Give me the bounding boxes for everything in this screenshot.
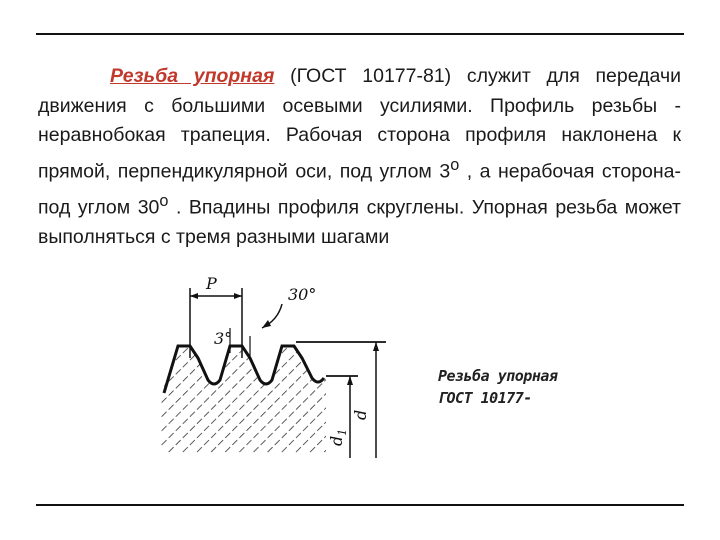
paragraph-part3: . Впадины профиля скруглены. Упорная резьба может выполняться с тремя разными шагами [38, 196, 681, 248]
paragraph-part2: , а нерабочая сторона- под углом 30 [38, 160, 681, 218]
term-heading: Резьба упорная [110, 65, 275, 87]
degree-superscript-2: о [159, 191, 169, 210]
d1-label [327, 429, 349, 446]
angle-3-label: 3° [214, 329, 233, 348]
caption-line-1: Резьба упорная [438, 367, 558, 385]
caption-line-2: ГОСТ 10177- [438, 389, 532, 407]
paragraph-part1: (ГОСТ 10177-81) служит для передачи движения с большими осевыми усилиями. Профиль резьбы - неравнобокая трапеция. Рабочая сторона профиля наклонена к прямой, перпендикулярной оси, под углом 3 [38, 65, 681, 182]
description-paragraph [38, 62, 681, 252]
d1-main: d [327, 435, 346, 446]
top-divider [36, 33, 684, 35]
thread-profile-drawing [150, 258, 400, 468]
angle-30-label: 30° [288, 285, 317, 304]
bottom-divider [36, 504, 684, 506]
description-text [38, 62, 681, 252]
degree-superscript-1: о [450, 155, 460, 174]
pitch-label: P [206, 274, 217, 293]
figure-caption [438, 365, 557, 409]
d-label: d [351, 409, 370, 420]
thread-body [160, 346, 326, 453]
d1-subscript: 1 [336, 428, 349, 436]
